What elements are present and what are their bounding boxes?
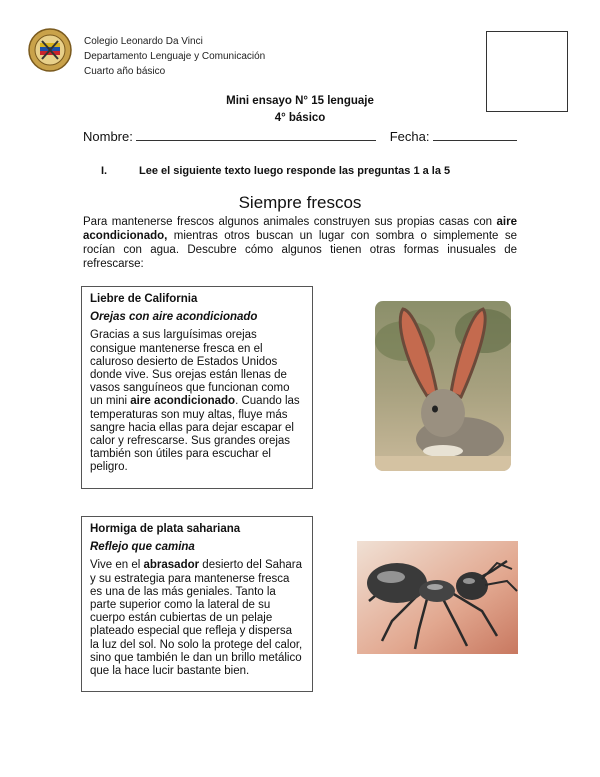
article-intro [83,215,517,271]
ant-box-body [90,559,304,678]
hare-text-bold: aire acondicionado [130,395,236,408]
hare-text-2: . Cuando las temperaturas son muy altas, fluye más sangre hacia ellas para dejar escapar el calor y refrescarse. Sus grandes orejas también son útiles para escuchar el peligro. [90,395,300,474]
hare-box-body [90,329,304,474]
name-label: Nombre: [83,129,133,144]
hare-box-title: Liebre de California [90,293,198,305]
intro-bold: aire acondicionado, [83,216,517,242]
name-field[interactable] [136,128,376,141]
intro-text-1: Para mantenerse frescos algunos animales construyen sus propias casas con [83,216,497,228]
hare-photo [375,301,511,471]
instructions-number: I. [101,165,108,177]
ant-text-box [81,516,313,692]
ant-text-2: desierto del Sahara y su estrategia para mantenerse fresca es una de las más geniales. Tanto la parte superior como la lateral de su cuerpo están cubiertas de un pelaje plateado especial que refleja y dispersa la luz del sol. No solo la protege del calor, sino que también le dan un brillo metálico que la hace lucir bastante bien. [90,559,303,678]
intro-text-2: mientras otros buscan un lugar con sombra o simplemente se rocían con agua. Descubre cómo algunos tienen otras formas inusuales de refrescarse: [83,230,517,270]
instructions-text: Lee el siguiente texto luego responde las preguntas 1 a la 5 [139,165,451,177]
ant-photo [357,541,518,654]
ant-box-subtitle: Reflejo que camina [90,541,195,554]
exam-level: 4° básico [274,112,326,124]
ant-text-1: Vive en el [90,559,144,572]
ant-box-title: Hormiga de plata sahariana [90,523,241,535]
date-field[interactable] [433,128,517,141]
school-info [84,34,265,79]
school-crest-icon [28,28,72,72]
date-label: Fecha: [389,129,430,144]
student-form-row [83,128,517,144]
ant-text-bold: abrasador [143,559,200,572]
department-name: Departamento Lenguaje y Comunicación [84,51,266,62]
hare-box-subtitle: Orejas con aire acondicionado [90,311,258,324]
hare-text-box [81,286,313,489]
school-name: Colegio Leonardo Da Vinci [84,36,203,47]
instructions [101,165,450,177]
hare-text-1: Gracias a sus larguísimas orejas consigue mantenerse fresca en el caluroso desierto de Estados Unidos donde vive. Sus orejas están llenas de vasos sanguíneos que funcionan como un mini [90,329,290,408]
article-title: Siempre frescos [238,193,362,212]
exam-title: Mini ensayo N° 15 lenguaje [226,95,374,107]
grade-line: Cuarto año básico [84,66,166,77]
